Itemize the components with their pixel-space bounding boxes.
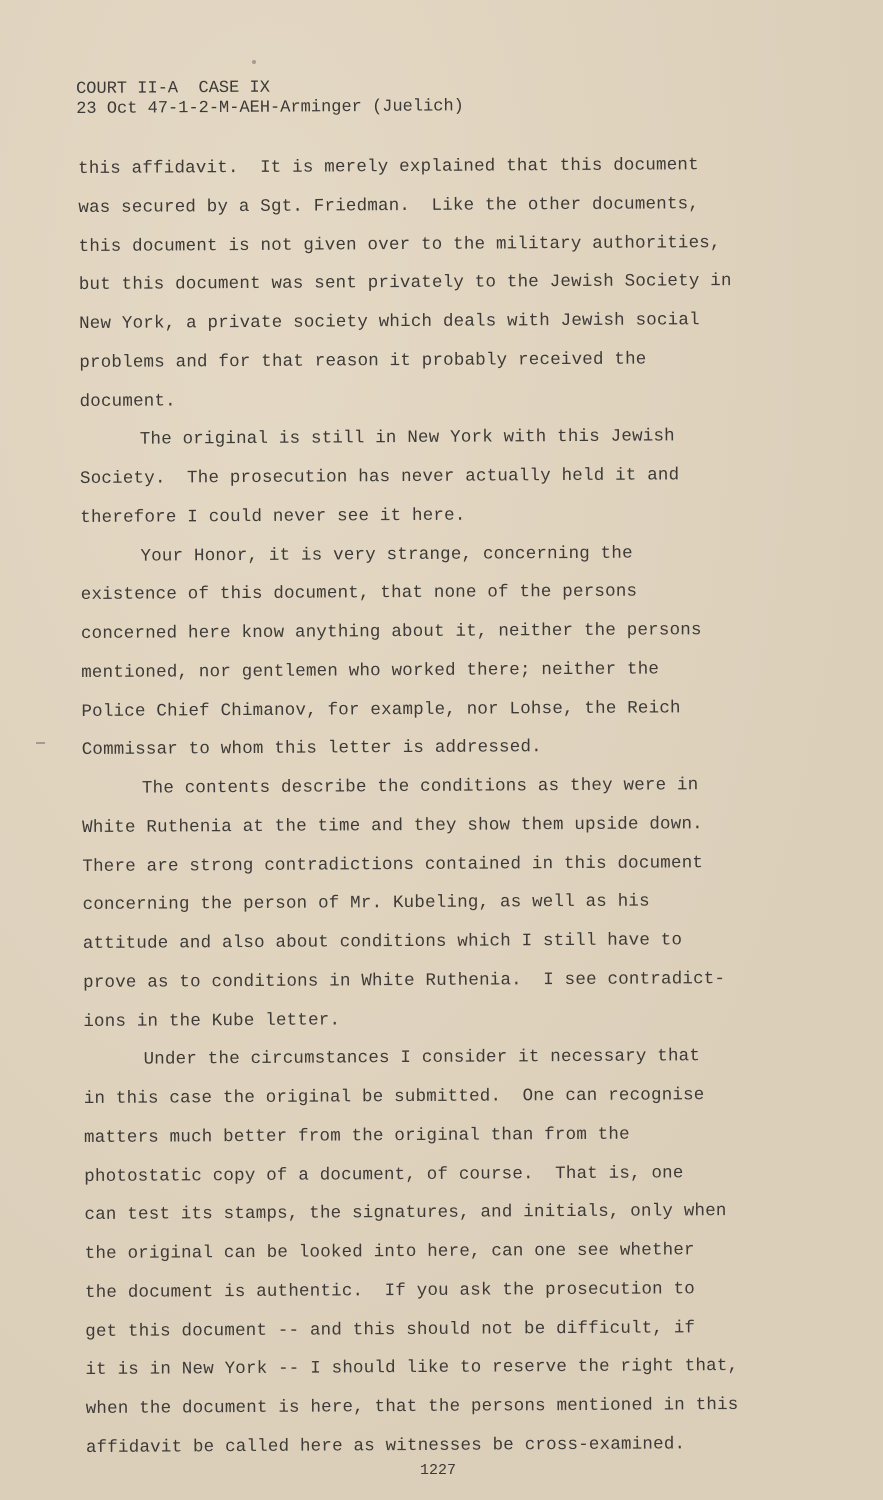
text-line: The contents describe the conditions as they were in — [141, 775, 699, 799]
text-line: ions in the Kube letter. — [83, 1009, 341, 1032]
text-line: The original is still in New York with this Jewish — [139, 426, 675, 450]
ink-speck — [252, 60, 256, 64]
header-court-case: COURT II-A CASE IX — [76, 78, 270, 99]
case-header — [76, 77, 464, 120]
text-line: White Ruthenia at the time and they show them upside down. — [82, 813, 703, 838]
header-date-reference: 23 Oct 47-1-2-M-AEH-Arminger (Juelich) — [76, 97, 464, 119]
text-line: Commissar to whom this letter is addressed. — [81, 737, 542, 761]
text-line: attitude and also about conditions which I still have to — [82, 930, 683, 954]
text-line: existence of this document, that none of the persons — [80, 581, 638, 606]
text-line: Under the circumstances I consider it necessary that — [143, 1046, 701, 1070]
text-line: photostatic copy of a document, of course. That is, one — [84, 1162, 684, 1187]
text-line: mentioned, nor gentlemen who worked there; neither the — [81, 659, 660, 683]
text-line: document. — [79, 390, 176, 412]
text-line: was secured by a Sgt. Friedman. Like the other documents, — [78, 193, 700, 218]
text-line: it is in New York -- I should like to reserve the right that, — [85, 1356, 739, 1381]
text-line: but this document was sent privately to the Jewish Society in — [78, 271, 732, 296]
transcript-body — [78, 146, 816, 1468]
text-line: Your Honor, it is very strange, concerning the — [140, 543, 633, 567]
text-line: concerned here know anything about it, neither the persons — [80, 620, 702, 644]
text-line: matters much better from the original than from the — [83, 1124, 630, 1148]
text-line: in this case the original be submitted. One can recognise — [83, 1085, 705, 1109]
text-line: this affidavit. It is merely explained that this document — [78, 155, 699, 179]
text-line: get this document -- and this should not be difficult, if — [85, 1317, 696, 1342]
text-line: prove as to conditions in White Ruthenia. I see contradict- — [83, 968, 726, 993]
page-number: 1227 — [420, 1462, 457, 1479]
text-line: There are strong contradictions contained in this document — [82, 852, 704, 877]
text-line: this document is not given over to the military authorities, — [78, 232, 721, 257]
text-line: affidavit be called here as witnesses be cross-examined. — [85, 1434, 686, 1458]
text-line: the original can be looked into here, can one see whether — [84, 1240, 695, 1264]
text-line: concerning the person of Mr. Kubeling, as well as his — [82, 891, 650, 916]
text-line: New York, a private society which deals with Jewish social — [79, 310, 700, 334]
text-line: can test its stamps, the signatures, and initials, only when — [84, 1201, 727, 1226]
text-line: Society. The prosecution has never actually held it and — [79, 465, 680, 489]
text-line: when the document is here, that the persons mentioned in this — [85, 1394, 739, 1419]
text-line: the document is authentic. If you ask the prosecution to — [84, 1279, 696, 1303]
text-line: Police Chief Chimanov, for example, nor Lohse, the Reich — [81, 697, 681, 722]
text-line: therefore I could never see it here. — [80, 505, 466, 528]
text-line: problems and for that reason it probably received the — [79, 349, 647, 373]
margin-mark — [36, 742, 45, 744]
